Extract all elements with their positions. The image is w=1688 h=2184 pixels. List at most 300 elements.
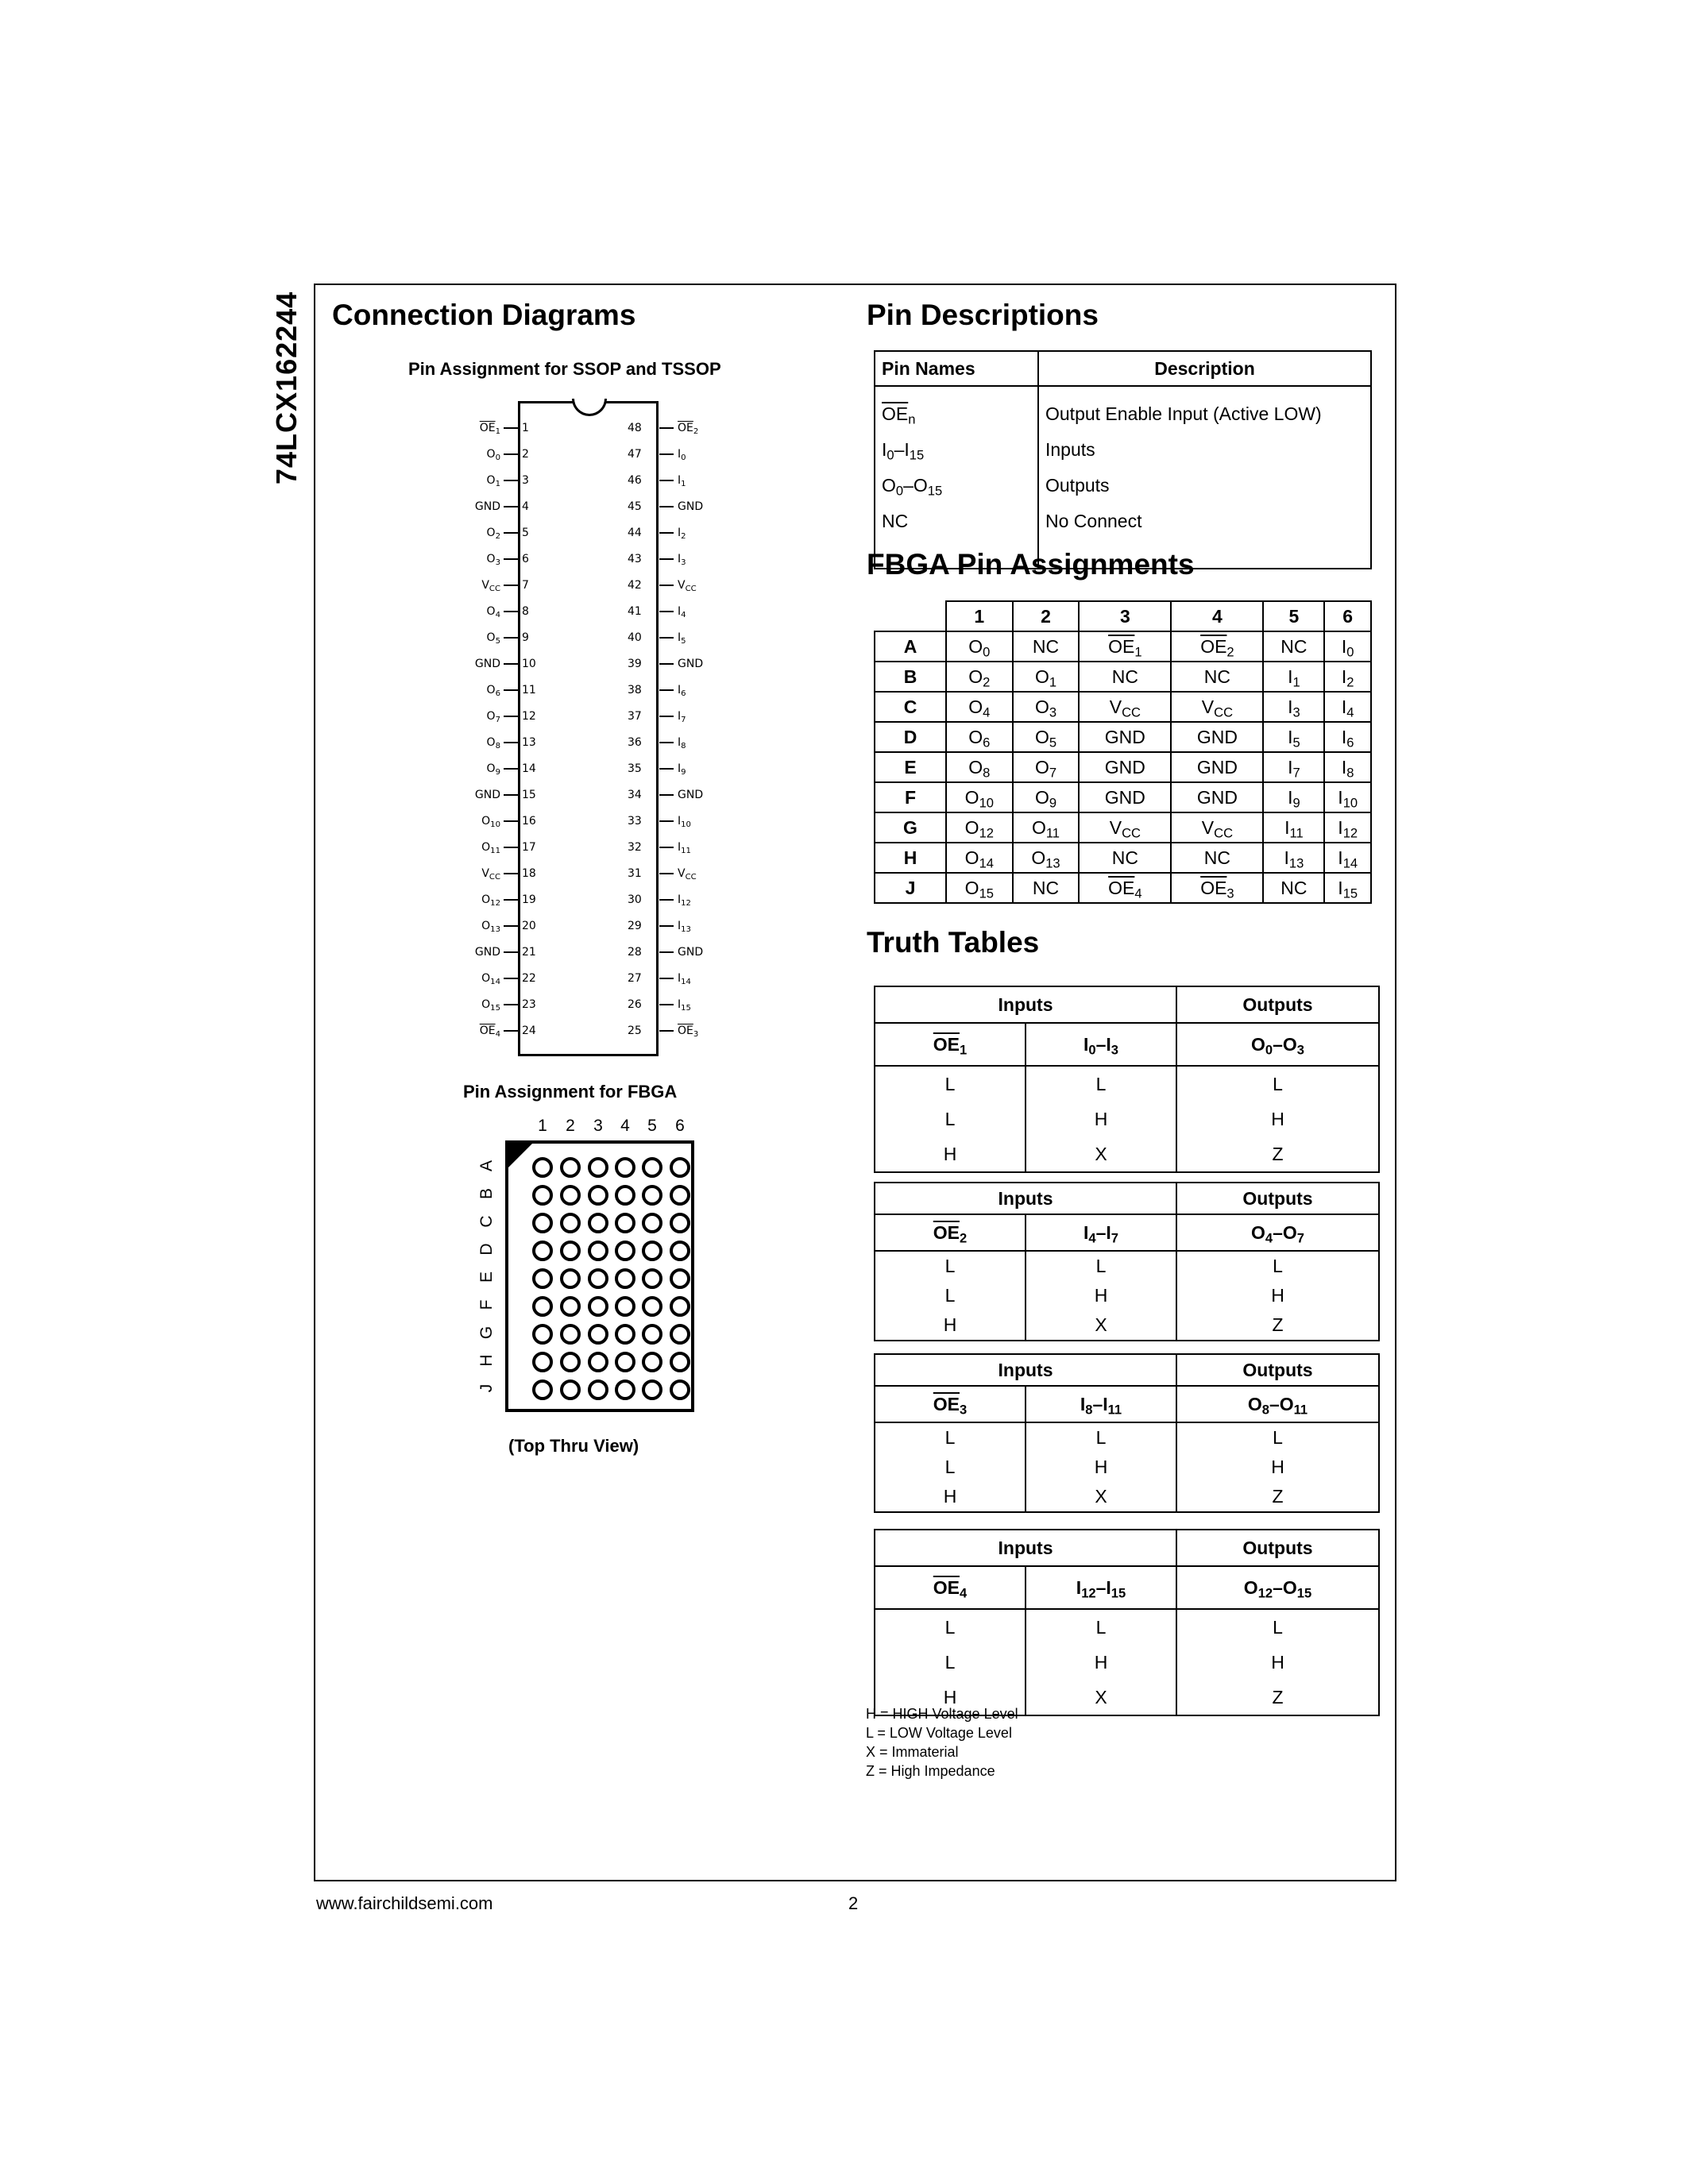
fbga-cell: $V_{CC}$ [1079,692,1171,722]
pin-name-row: $\overline{OE}_n$ [882,403,916,427]
ssop-pin-number: 31 [628,867,642,880]
output-column-header: $O_{12}-O_{15}$ [1176,1566,1379,1609]
ssop-pin-lead [504,847,518,848]
truth-table-value-column [875,1066,1026,1172]
ssop-pin-lead [659,847,674,848]
fbga-row-header-A: A [875,631,946,662]
fbga-ball [588,1157,608,1178]
fbga-row-label-D: D [477,1243,496,1256]
fbga-row-header-F: F [875,782,946,812]
ssop-pin-lead [504,873,518,874]
ssop-pin-name: $O_{12}$ [481,893,500,908]
fbga-cell: $I_{14}$ [1324,843,1371,873]
pin-descriptions-cell [1038,386,1371,569]
truth-value: L [944,1285,956,1306]
truth-value: L [1273,1617,1283,1638]
ssop-left-pin-1 [445,419,540,437]
fbga-cell: NC [1079,662,1171,692]
pin-names-cell [875,386,1038,569]
fbga-cell: $O_{15}$ [946,873,1013,903]
ssop-pin-name: $I_9$ [678,762,686,777]
ssop-pin-number: 14 [522,762,536,775]
fbga-cell: $I_7$ [1263,752,1324,782]
fbga-cell: $I_{12}$ [1324,812,1371,843]
ssop-pin-number: 43 [628,553,642,565]
pin-desc-row: Inputs [1045,439,1095,460]
truth-table-column-header [875,1566,1379,1609]
fbga-ball [560,1379,581,1400]
truth-table-1 [874,986,1380,1173]
fbga-ball [642,1213,662,1233]
truth-value: L [1095,1074,1107,1094]
ssop-pin-name: $I_5$ [678,631,686,646]
fbga-ball [588,1185,608,1206]
ssop-pin-lead [504,768,518,770]
truth-value: L [944,1074,956,1094]
fbga-row-D [875,722,1371,752]
ssop-left-pin-14 [445,760,540,778]
ssop-right-pin-31 [628,865,739,882]
fbga-cell: $I_{11}$ [1263,812,1324,843]
input-column-header: $I_{12}-I_{15}$ [1026,1566,1176,1609]
fbga-row-label-F: F [477,1299,496,1310]
fbga-cell: $O_5$ [1013,722,1080,752]
legend-line: Z = High Impedance [866,1763,995,1779]
fbga-cell: $I_8$ [1324,752,1371,782]
ssop-pin-lead [659,978,674,979]
ssop-pin-name: $I_7$ [678,710,686,724]
fbga-ball [670,1379,690,1400]
truth-table-value-column [1176,1422,1379,1512]
ssop-pin-name: $\overline{OE}_2$ [678,422,699,436]
inputs-header: Inputs [875,1183,1176,1214]
ssop-pin-number: 26 [628,998,642,1011]
ssop-pin-number: 34 [628,789,642,801]
fbga-ball [642,1379,662,1400]
ssop-pin-number: 41 [628,605,642,618]
ssop-pin-lead [659,1004,674,1005]
ssop-pin-name: $I_0$ [678,448,686,462]
ssop-right-pin-32 [628,839,739,856]
ssop-left-pin-6 [445,550,540,568]
ssop-pin-number: 20 [522,920,536,932]
pin-desc-row: Outputs [1045,475,1110,496]
ssop-pin-number: 17 [522,841,536,854]
fbga-ball [560,1185,581,1206]
ssop-left-pin-15 [445,786,540,804]
truth-table-column-header [875,1023,1379,1066]
ssop-pin-lead [504,742,518,743]
ssop-pin-name: $I_{10}$ [678,815,691,829]
truth-value: Z [1272,1144,1284,1164]
fbga-col-label-5: 5 [647,1117,657,1135]
ssop-pin-lead [659,637,674,639]
legend-line: X = Immaterial [866,1744,959,1760]
ssop-pin-lead [504,532,518,534]
pin-descriptions-table [874,350,1372,569]
ssop-pin-lead [504,611,518,612]
fbga-ball [615,1213,635,1233]
ssop-right-pin-28 [628,943,739,961]
fbga-ball [642,1185,662,1206]
truth-value: Z [1272,1486,1284,1507]
truth-table-values [875,1609,1379,1715]
ssop-pin-name: $O_1$ [486,474,500,488]
ssop-pin-lead [504,506,518,507]
pin-desc-row: No Connect [1045,511,1142,531]
ssop-pin-lead [659,716,674,717]
fbga-ball [532,1213,553,1233]
ssop-pin-number: 45 [628,500,642,513]
ssop-pin-number: 9 [522,631,529,644]
description-header: Description [1038,351,1371,386]
fbga-cell: $I_2$ [1324,662,1371,692]
ssop-pin-lead [504,925,518,927]
fbga-col-header-1: 1 [946,601,1013,631]
truth-value: H [1094,1285,1108,1306]
fbga-cell: NC [1263,873,1324,903]
fbga-row-B [875,662,1371,692]
fbga-cell: GND [1079,752,1171,782]
output-column-header: $O_0-O_3$ [1176,1023,1379,1066]
oe-column-header: $\overline{OE}_2$ [875,1214,1026,1251]
ssop-pin-name: $V_{CC}$ [678,579,697,593]
fbga-cell: GND [1171,782,1263,812]
ssop-pin-name: $I_2$ [678,527,686,541]
fbga-cell: GND [1171,752,1263,782]
truth-table-value-column [1026,1609,1176,1715]
ssop-pin-number: 28 [628,946,642,959]
ssop-pin-lead [659,794,674,796]
ssop-pin-name: $\overline{OE}_4$ [479,1024,500,1039]
ssop-right-pin-48 [628,419,739,437]
pin-descriptions-title: Pin Descriptions [867,299,1099,331]
fbga-col-label-3: 3 [593,1117,603,1135]
fbga-ball [560,1268,581,1289]
truth-value: H [1094,1652,1108,1673]
ssop-pin-name: $O_0$ [486,448,500,462]
footer-page-number: 2 [848,1893,859,1913]
fbga-ball [588,1296,608,1317]
fbga-ball [532,1157,553,1178]
ssop-pin-number: 47 [628,448,642,461]
ssop-pin-lead [504,637,518,639]
fbga-pin-assignments-title: FBGA Pin Assignments [867,548,1195,581]
ssop-pin-lead [504,585,518,586]
fbga-view-caption: (Top Thru View) [508,1436,639,1456]
ssop-right-pin-34 [628,786,739,804]
connection-diagrams-title: Connection Diagrams [332,299,636,331]
fbga-ball [615,1268,635,1289]
fbga-ball [642,1324,662,1345]
truth-value: Z [1272,1687,1284,1707]
ssop-left-pin-2 [445,446,540,463]
ssop-left-pin-22 [445,970,540,987]
truth-table-group-header [875,1183,1379,1214]
ssop-pin-lead [504,689,518,691]
ssop-right-pin-37 [628,708,739,725]
fbga-cell: $\overline{OE}_4$ [1079,873,1171,903]
fbga-row-header-B: B [875,662,946,692]
pin-name-row: NC [882,511,909,531]
fbga-cell: $\overline{OE}_3$ [1171,873,1263,903]
pin-desc-row: Output Enable Input (Active LOW) [1045,403,1322,424]
fbga-row-label-J: J [477,1383,496,1393]
inputs-header: Inputs [875,986,1176,1023]
truth-table-group-header [875,1354,1379,1386]
truth-value: H [1094,1109,1108,1129]
ssop-pin-name: $I_6$ [678,684,686,698]
outputs-header: Outputs [1176,1530,1379,1566]
truth-table-group-header [875,1530,1379,1566]
ssop-pin-name: GND [474,500,500,513]
ssop-pin-lead [659,506,674,507]
fbga-ball [642,1157,662,1178]
ssop-right-pin-43 [628,550,739,568]
input-column-header: $I_0-I_3$ [1026,1023,1176,1066]
ssop-pin-name: GND [678,500,704,513]
fbga-ball [615,1379,635,1400]
pin-names-header: Pin Names [875,351,1038,386]
ssop-pin-number: 48 [628,422,642,434]
ssop-pin-number: 37 [628,710,642,723]
ssop-pin-number: 25 [628,1024,642,1037]
ssop-right-pin-27 [628,970,739,987]
truth-table-value-column [1176,1066,1379,1172]
ssop-pin-lead [659,951,674,953]
fbga-row-label-E: E [477,1271,496,1283]
ssop-pin-lead [504,1004,518,1005]
ssop-pin-number: 39 [628,658,642,670]
fbga-cell: NC [1013,631,1080,662]
ssop-pin-lead [504,1030,518,1032]
ssop-pin-number: 46 [628,474,642,487]
fbga-ball [670,1157,690,1178]
fbga-ball [588,1379,608,1400]
fbga-ball [670,1268,690,1289]
fbga-cell: $I_6$ [1324,722,1371,752]
ssop-right-pin-38 [628,681,739,699]
fbga-ball [588,1352,608,1372]
ssop-pin-number: 36 [628,736,642,749]
truth-value: X [1095,1314,1107,1335]
fbga-ball [588,1324,608,1345]
ssop-right-pin-45 [628,498,739,515]
truth-table-value-column [875,1422,1026,1512]
truth-table-column-header [875,1386,1379,1422]
fbga-cell: $O_1$ [1013,662,1080,692]
fbga-ball [532,1241,553,1261]
truth-value: L [944,1109,956,1129]
ssop-pin-lead [504,899,518,901]
fbga-header-row [875,601,1371,631]
truth-table-values [875,1422,1379,1512]
fbga-pin1-corner-marker [508,1144,532,1167]
fbga-ball [532,1324,553,1345]
fbga-ball [670,1185,690,1206]
fbga-ball [670,1241,690,1261]
truth-value: L [944,1457,956,1477]
ssop-pin-name: $I_1$ [678,474,686,488]
ssop-pin-number: 16 [522,815,536,828]
fbga-ball [532,1379,553,1400]
ssop-pin-lead [504,820,518,822]
ssop-left-pin-19 [445,891,540,909]
fbga-cell: $V_{CC}$ [1171,812,1263,843]
ssop-pin-number: 42 [628,579,642,592]
fbga-cell: NC [1013,873,1080,903]
fbga-cell: NC [1263,631,1324,662]
ssop-pin-number: 8 [522,605,529,618]
fbga-row-C [875,692,1371,722]
fbga-cell: $O_4$ [946,692,1013,722]
ssop-pin-number: 38 [628,684,642,696]
fbga-ball [615,1241,635,1261]
ssop-right-pin-40 [628,629,739,646]
ssop-pin-name: $I_3$ [678,553,686,567]
fbga-cell: GND [1171,722,1263,752]
truth-table-values [875,1251,1379,1341]
truth-value: L [1273,1074,1283,1094]
ssop-pin-number: 35 [628,762,642,775]
ssop-right-pin-35 [628,760,739,778]
ssop-pin-number: 30 [628,893,642,906]
fbga-row-E [875,752,1371,782]
fbga-cell: $O_2$ [946,662,1013,692]
ssop-left-pin-9 [445,629,540,646]
fbga-ball [615,1185,635,1206]
ssop-pin-name: $\overline{OE}_3$ [678,1024,699,1039]
fbga-ball [560,1352,581,1372]
fbga-ball [588,1268,608,1289]
ssop-pin-name: $I_{11}$ [678,841,691,855]
outputs-header: Outputs [1176,986,1379,1023]
ssop-pin-number: 5 [522,527,529,539]
fbga-row-header-G: G [875,812,946,843]
ssop-pin-name: $O_7$ [486,710,500,724]
ssop-left-pin-23 [445,996,540,1013]
ssop-left-pin-18 [445,865,540,882]
truth-value: Z [1272,1314,1284,1335]
fbga-row-label-G: G [477,1325,496,1340]
ssop-pin-lead [504,716,518,717]
truth-value: L [1273,1427,1283,1448]
ssop-pin-lead [659,480,674,481]
truth-value: L [944,1617,956,1638]
fbga-ball [615,1324,635,1345]
fbga-row-header-D: D [875,722,946,752]
ssop-pin-name: $V_{CC}$ [481,579,500,593]
truth-value: H [943,1144,957,1164]
fbga-ball [642,1352,662,1372]
fbga-ball [642,1296,662,1317]
ssop-pin-lead [659,873,674,874]
fbga-cell: GND [1079,782,1171,812]
oe-column-header: $\overline{OE}_1$ [875,1023,1026,1066]
truth-table-2 [874,1182,1380,1341]
ssop-pin-number: 32 [628,841,642,854]
legend-line: L = LOW Voltage Level [866,1725,1012,1741]
ssop-pin-number: 44 [628,527,642,539]
fbga-row-label-H: H [477,1354,496,1367]
inputs-header: Inputs [875,1530,1176,1566]
truth-table-legend [866,1704,1018,1781]
ssop-right-pin-33 [628,812,739,830]
fbga-ball [615,1352,635,1372]
truth-value: H [1271,1652,1284,1673]
ssop-pin-name: $O_8$ [486,736,500,751]
fbga-col-label-6: 6 [675,1117,685,1135]
fbga-cell: $I_5$ [1263,722,1324,752]
ssop-pin-number: 12 [522,710,536,723]
ssop-left-pin-4 [445,498,540,515]
ssop-pin-lead [504,978,518,979]
ssop-pin-name: GND [678,789,704,801]
fbga-col-header-5: 5 [1263,601,1324,631]
ssop-right-pin-30 [628,891,739,909]
ssop-pin-name: $V_{CC}$ [481,867,500,882]
truth-table-value-column [1026,1251,1176,1341]
fbga-row-F [875,782,1371,812]
truth-value: H [943,1687,957,1707]
fbga-ball [615,1296,635,1317]
ssop-pin-name: $\overline{OE}_1$ [479,422,500,436]
ssop-pin-name: GND [474,658,500,670]
truth-table-value-column [1176,1251,1379,1341]
truth-table-4 [874,1529,1380,1716]
fbga-col-label-2: 2 [566,1117,575,1135]
ssop-right-pin-42 [628,577,739,594]
fbga-ball [670,1296,690,1317]
fbga-cell: $O_3$ [1013,692,1080,722]
fbga-cell: $O_{11}$ [1013,812,1080,843]
ssop-left-pin-5 [445,524,540,542]
ssop-pin-name: $O_{10}$ [481,815,500,829]
ssop-caption: Pin Assignment for SSOP and TSSOP [408,359,721,379]
ssop-pin-lead [659,925,674,927]
ssop-pin-name: $O_2$ [486,527,500,541]
fbga-cell: $I_{10}$ [1324,782,1371,812]
ssop-pin-name: $I_4$ [678,605,686,619]
ssop-pin-lead [504,427,518,429]
ssop-pin-number: 40 [628,631,642,644]
ssop-pin-lead [504,558,518,560]
fbga-cell: NC [1171,843,1263,873]
ssop-pin-number: 1 [522,422,529,434]
truth-table-value-column [875,1609,1026,1715]
fbga-cell: $O_{12}$ [946,812,1013,843]
ssop-left-pin-10 [445,655,540,673]
fbga-col-header-4: 4 [1171,601,1263,631]
ssop-pin-name: $O_{13}$ [481,920,500,934]
fbga-row-G [875,812,1371,843]
ssop-pin-name: $V_{CC}$ [678,867,697,882]
fbga-cell: $\overline{OE}_1$ [1079,631,1171,662]
fbga-cell: $I_1$ [1263,662,1324,692]
ssop-pin-lead [504,663,518,665]
ssop-pin-name: GND [678,658,704,670]
fbga-cell: $V_{CC}$ [1171,692,1263,722]
ssop-pin-lead [659,558,674,560]
fbga-cell: $O_0$ [946,631,1013,662]
ssop-pin-number: 22 [522,972,536,985]
ssop-right-pin-41 [628,603,739,620]
truth-value: L [1095,1256,1107,1276]
truth-table-3 [874,1353,1380,1513]
truth-value: X [1095,1486,1107,1507]
fbga-ball [588,1241,608,1261]
ssop-pin-name: $O_{14}$ [481,972,500,986]
